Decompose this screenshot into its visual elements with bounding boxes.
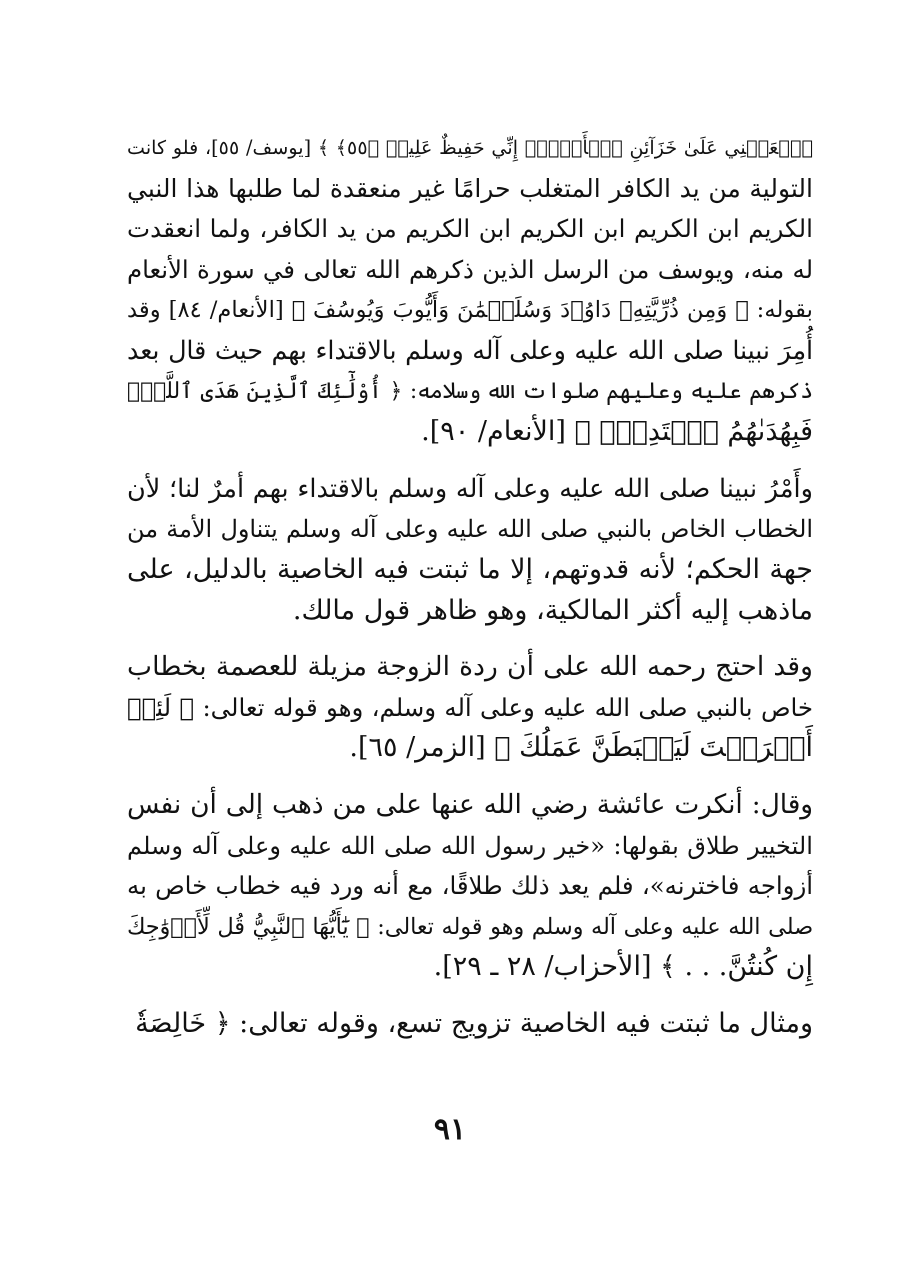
paragraph-5 [127, 1004, 813, 1045]
text-line: التخيير طلاق بقولها: «خير رسول الله صلى الله عليه وعلى آله وسلم [127, 831, 813, 860]
text-line: ذكرهم عليه وعليهم صلوات الله وسلامه: ﴿ أُوْلَٰٓئِكَ ٱلَّذِينَ هَدَى ٱللَّهُۖ [127, 378, 813, 404]
text-line: بقوله: ﴿ وَمِن ذُرِّيَّتِهِۦ دَاوُۥدَ وَسُلَيۡمَٰنَ وَأَيُّوبَ وَيُوسُفَ ﴾ [الأنعام/ ٨٤] وقد [127, 297, 813, 324]
text-line: أَشۡرَكۡتَ لَيَحۡبَطَنَّ عَمَلُكَ ﴾ [الزمر/ ٦٥]. [349, 732, 813, 764]
paragraph-1 [127, 128, 813, 453]
text-line: خاص بالنبي صلى الله عليه وعلى آله وسلم، وهو قوله تعالى: ﴿ لَئِنۡ [127, 692, 813, 722]
text-line: فَبِهُدَىٰهُمُ ٱقۡتَدِهۡۗ ﴾ [الأنعام/ ٩٠]. [421, 416, 813, 448]
paragraph-4 [127, 785, 813, 988]
paragraph-3 [127, 647, 813, 769]
text-line: وقال: أنكرت عائشة رضي الله عنها على من ذهب إلى أن نفس [127, 789, 813, 820]
text-line: أُمِرَ نبينا صلى الله عليه وعلى آله وسلم بالاقتداء بهم حيث قال بعد [127, 335, 813, 365]
text-line: ومثال ما ثبتت فيه الخاصية تزويج تسع، وقوله تعالى: ﴿ خَالِصَةٗ [135, 1007, 813, 1039]
text-line: جهة الحكم؛ لأنه قدوتهم، إلا ما ثبتت فيه الخاصية بالدليل، على [127, 553, 813, 585]
page-body [127, 128, 813, 1060]
paragraph-2 [127, 469, 813, 631]
text-line: ماذهب إليه أكثر المالكية، وهو ظاهر قول مالك. [292, 594, 813, 626]
text-line: أزواجه فاخترنه»، فلم يعد ذلك طلاقًا، مع أنه ورد فيه خطاب خاص به [127, 871, 813, 901]
text-line: وقد احتج رحمه الله على أن ردة الزوجة مزيلة للعصمة بخطاب [127, 651, 813, 683]
text-line: صلى الله عليه وعلى آله وسلم وهو قوله تعالى: ﴿ يَٰٓأَيُّهَا ٱلنَّبِيُّ قُل لِّأَزۡوَٰجِكَ [127, 913, 813, 940]
text-line: وأَمْرُ نبينا صلى الله عليه وعلى آله وسلم بالاقتداء بهم أمرٌ لنا؛ لأن [127, 473, 813, 504]
text-line: التولية من يد الكافر المتغلب حرامًا غير منعقدة لما طلبها هذا النبي [127, 173, 813, 203]
text-line: له منه، ويوسف من الرسل الذين ذكرهم الله تعالى في سورة الأنعام [127, 254, 813, 284]
text-line: الكريم ابن الكريم ابن الكريم ابن الكريم من يد الكافر، ولما انعقدت [127, 214, 813, 244]
text-line: إِن كُنتُنَّ. . . ﴾ [الأحزاب/ ٢٨ ـ ٢٩]. [433, 951, 813, 983]
page-number: ٩١ [433, 1112, 467, 1147]
text-line: ٱجۡعَلۡنِي عَلَىٰ خَزَآئِنِ ٱلۡأَرۡضِۖ إِنِّي حَفِيظٌ عَلِيمٞ ﴿٥٥﴾ ﴾ [يوسف/ ٥٥]، فلو كانت [127, 136, 813, 159]
text-line: الخطاب الخاص بالنبي صلى الله عليه وعلى آله وسلم يتناول الأمة من [127, 515, 813, 544]
